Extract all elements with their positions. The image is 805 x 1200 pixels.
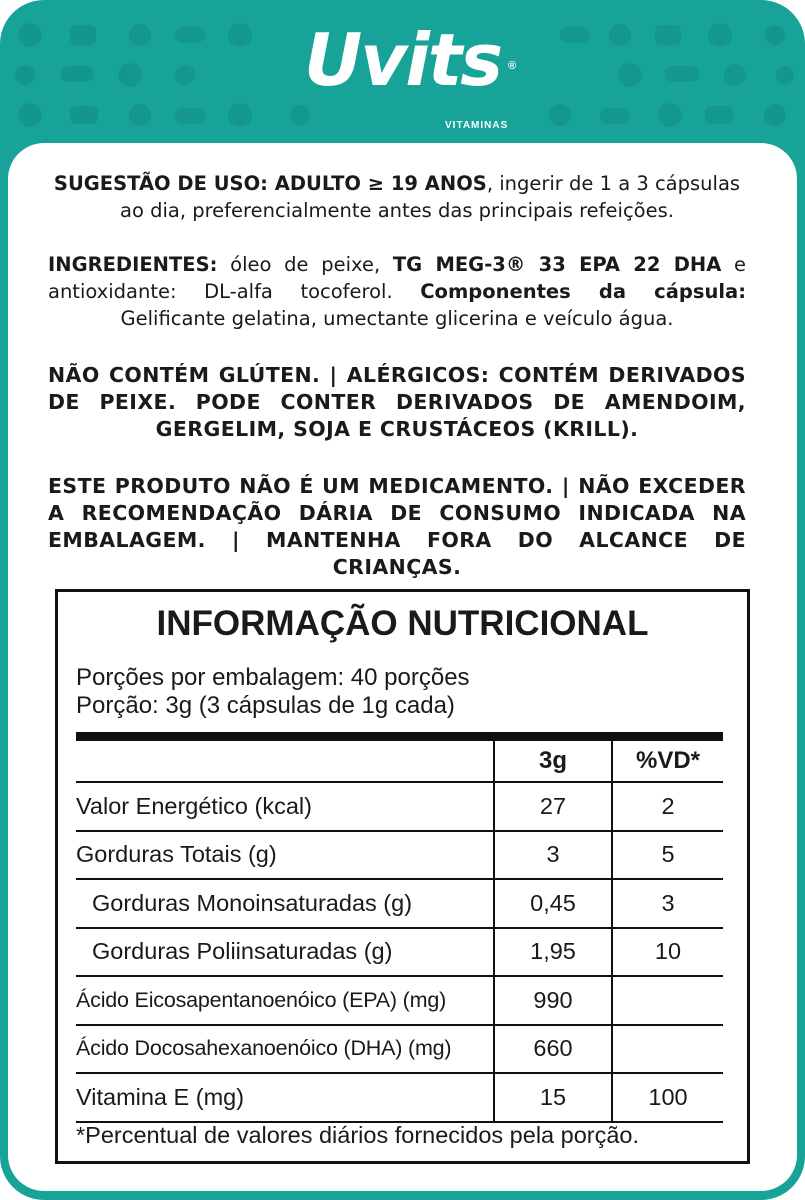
nutrient-amount: 3	[494, 831, 612, 880]
header-amount: 3g	[494, 741, 612, 782]
table-row	[76, 1073, 723, 1122]
ingredients-label: INGREDIENTES:	[48, 253, 218, 276]
brand-name: Uvits	[303, 18, 502, 102]
table-row	[76, 928, 723, 977]
usage-suggestion	[48, 170, 746, 224]
table-row	[76, 782, 723, 831]
brand-subtitle: VITAMINAS	[445, 120, 509, 131]
table-row	[76, 831, 723, 880]
allergen-notice: NÃO CONTÉM GLÚTEN. | ALÉRGICOS: CONTÉM DERIVADOS DE PEIXE. PODE CONTER DERIVADOS DE AMENDOIM, GERGELIM, SOJA E CRUSTÁCEOS (KRILL).	[48, 363, 746, 441]
nutrient-name: Vitamina E (mg)	[76, 1073, 494, 1122]
nutrition-table	[76, 741, 723, 1123]
nutrient-dv: 3	[612, 879, 723, 928]
usage-text: , ingerir de 1 a 3 cápsulas ao dia, preferencialmente antes das principais refeições.	[120, 172, 741, 222]
table-row	[76, 1025, 723, 1074]
thick-divider	[76, 732, 723, 741]
nutrient-amount: 990	[494, 976, 612, 1025]
capsule-components-label: Componentes da cápsula:	[420, 280, 746, 303]
nutrient-amount: 27	[494, 782, 612, 831]
header-blank	[76, 741, 494, 782]
nutrient-dv: 10	[612, 928, 723, 977]
nutrient-name: Gorduras Monoinsaturadas (g)	[76, 879, 494, 928]
serving-size: Porção: 3g (3 cápsulas de 1g cada)	[76, 692, 455, 719]
ingredients	[48, 251, 746, 332]
nutrient-dv: 100	[612, 1073, 723, 1122]
nutrient-dv: 2	[612, 782, 723, 831]
warning-notice: ESTE PRODUTO NÃO É UM MEDICAMENTO. | NÃO EXCEDER A RECOMENDAÇÃO DÁRIA DE CONSUMO INDICADA NA EMBALAGEM. | MANTENHA FORA DO ALCANCE DE CRIANÇAS.	[48, 474, 746, 579]
servings-per-package: Porções por embalagem: 40 porções	[76, 664, 470, 691]
ingredients-highlight: TG MEG-3® 33 EPA 22 DHA	[392, 253, 722, 276]
brand-logo	[0, 18, 805, 102]
header-daily-value: %VD*	[612, 741, 723, 782]
nutrient-amount: 1,95	[494, 928, 612, 977]
table-row	[76, 976, 723, 1025]
nutrient-amount: 0,45	[494, 879, 612, 928]
nutrient-dv	[612, 1025, 723, 1074]
usage-label: SUGESTÃO DE USO: ADULTO ≥ 19 ANOS	[53, 172, 487, 195]
daily-value-footnote: *Percentual de valores diários fornecidos pela porção.	[76, 1122, 640, 1148]
nutrient-amount: 15	[494, 1073, 612, 1122]
nutrient-name: Ácido Eicosapentanoenóico (EPA) (mg)	[76, 976, 494, 1025]
table-row	[76, 879, 723, 928]
table-header-row	[76, 741, 723, 782]
nutrition-title: INFORMAÇÃO NUTRICIONAL	[156, 604, 649, 643]
nutrient-name: Ácido Docosahexanoenóico (DHA) (mg)	[76, 1025, 494, 1074]
ingredients-text-2: e antioxidante: DL-alfa tocoferol.	[48, 253, 746, 303]
nutrient-amount: 660	[494, 1025, 612, 1074]
nutrient-dv	[612, 976, 723, 1025]
nutrition-facts-box	[55, 589, 750, 1164]
capsule-components-text: Gelificante gelatina, umectante glicerina e veículo água.	[120, 307, 674, 330]
ingredients-text-1: óleo de peixe,	[217, 253, 393, 276]
nutrient-name: Valor Energético (kcal)	[76, 782, 494, 831]
nutrient-name: Gorduras Poliinsaturadas (g)	[76, 928, 494, 977]
nutrient-dv: 5	[612, 831, 723, 880]
registered-mark: ®	[508, 60, 517, 72]
nutrient-name: Gorduras Totais (g)	[76, 831, 494, 880]
